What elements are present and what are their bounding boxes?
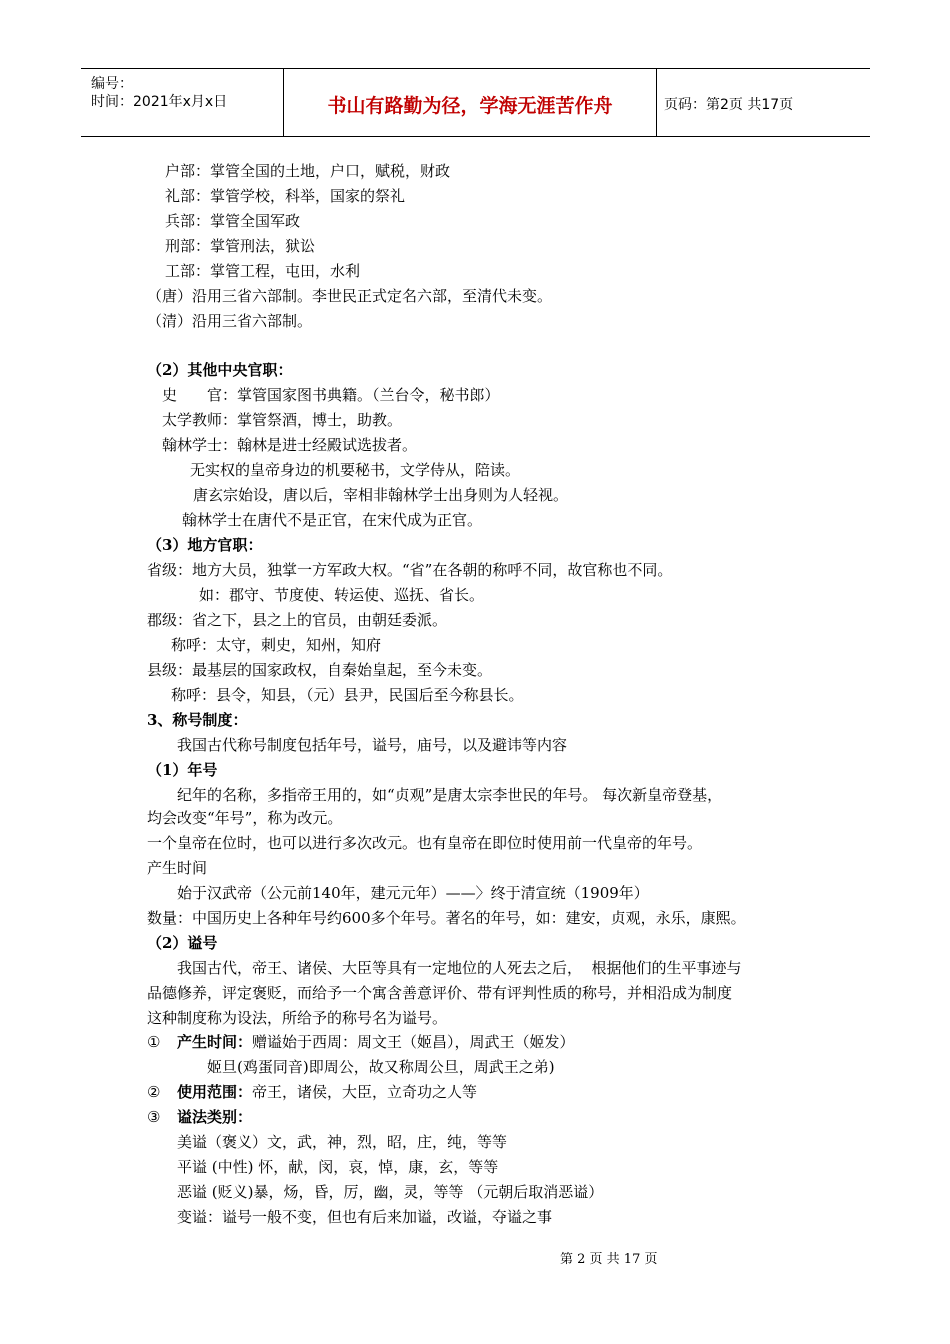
section-heading: （3）地方官职： (147, 536, 263, 554)
section-heading: （1）年号 (147, 761, 218, 779)
page-footer: 第 2 页 共 17 页 (560, 1252, 658, 1267)
text-line: 礼部：掌管学校，科举，国家的祭礼 (165, 187, 406, 205)
list-marker: ① (147, 1033, 161, 1051)
text-line: 刑部：掌管刑法，狱讼 (165, 237, 316, 255)
text-line: 翰林学士在唐代不是正官，在宋代成为正官。 (182, 511, 483, 529)
text-line: （唐）沿用三省六部制。李世民正式定名六部，至清代未变。 (147, 287, 553, 305)
text-line: 我国古代称号制度包括年号，谥号，庙号，以及避讳等内容 (177, 736, 568, 754)
number-label: 编号： (91, 76, 133, 92)
text-line: 无实权的皇帝身边的机要秘书，文学侍从，陪读。 (190, 461, 521, 479)
text-line: 如：郡守、节度使、转运使、巡抚、省长。 (199, 586, 485, 604)
text-line: 史 官：掌管国家图书典籍。（兰台令，秘书郎） (162, 386, 500, 404)
text-line: 产生时间 (147, 859, 208, 877)
text-line: 纪年的名称，多指帝王用的，如“贞观”是唐太宗李世民的年号。 每次新皇帝登基， (177, 786, 723, 804)
section-heading: （2）其他中央官职： (147, 361, 293, 379)
text-line: 姬旦(鸡蛋同音)即周公，故又称周公旦，周武王之弟) (207, 1058, 555, 1076)
list-marker: ② (147, 1083, 161, 1101)
page-header (81, 68, 870, 137)
text-line: 翰林学士：翰林是进士经殿试选拔者。 (162, 436, 418, 454)
text-line: 工部：掌管工程，屯田，水利 (165, 262, 361, 280)
text-line: 变谥：谥号一般不变，但也有后来加谥，改谥，夺谥之事 (177, 1208, 553, 1226)
section-heading: （2）谥号 (147, 934, 218, 952)
text-line: 兵部：掌管全国军政 (165, 212, 301, 230)
item-label: 使用范围： (177, 1083, 253, 1101)
item-label: 谥法类别： (177, 1108, 253, 1126)
section-heading: 3、称号制度： (147, 711, 248, 729)
motto: 书山有路勤为径，学海无涯苦作舟 (327, 95, 613, 117)
page-info: 页码：第2页 共17页 (664, 97, 794, 113)
text-line: 称呼：县令，知县，（元）县尹，民国后至今称县长。 (171, 686, 524, 704)
text-line: 均会改变“年号”，称为改元。 (147, 809, 343, 827)
text-line: 这种制度称为设法，所给予的称号名为谥号。 (147, 1009, 448, 1027)
text-line: 太学教师：掌管祭酒，博士，助教。 (162, 411, 403, 429)
text-line: 我国古代，帝王、诸侯、大臣等具有一定地位的人死去之后， 根据他们的生平事迹与 (177, 959, 742, 977)
text-line: （清）沿用三省六部制。 (147, 312, 313, 330)
text-line: 帝王，诸侯，大臣，立奇功之人等 (252, 1083, 478, 1101)
text-line: 数量：中国历史上各种年号约600多个年号。著名的年号，如：建安，贞观，永乐，康熙。 (147, 909, 746, 927)
header-page-cell (656, 69, 870, 136)
text-line: 省级：地方大员，独掌一方军政大权。“省”在各朝的称呼不同，故官称也不同。 (147, 561, 673, 579)
text-line: 赠谥始于西周：周文王（姬昌），周武王（姬发） (252, 1033, 575, 1051)
text-line: 县级：最基层的国家政权，自秦始皇起，至今未变。 (147, 661, 493, 679)
item-label: 产生时间： (177, 1033, 253, 1051)
text-line: 郡级：省之下，县之上的官员，由朝廷委派。 (147, 611, 448, 629)
header-motto-cell (283, 69, 657, 136)
date-label: 时间：2021年x月x日 (91, 94, 228, 110)
text-line: 户部：掌管全国的土地，户口，赋税，财政 (165, 162, 451, 180)
text-line: 平谥 (中性) 怀，献，闵，哀，悼，康，玄，等等 (177, 1158, 499, 1176)
text-line: 美谥（褒义）文，武，神，烈，昭，庄，纯，等等 (177, 1133, 508, 1151)
text-line: 一个皇帝在位时，也可以进行多次改元。也有皇帝在即位时使用前一代皇帝的年号。 (147, 834, 703, 852)
text-line: 始于汉武帝（公元前140年，建元元年）——〉终于清宣统（1909年） (177, 884, 649, 902)
text-line: 称呼：太守，刺史，知州，知府 (171, 636, 382, 654)
text-line: 品德修养，评定褒贬，而给予一个寓含善意评价、带有评判性质的称号，并相沿成为制度 (147, 984, 733, 1002)
text-line: 恶谥 (贬义)暴，炀，昏，厉，幽，灵，等等 （元朝后取消恶谥） (177, 1183, 604, 1201)
text-line: 唐玄宗始设，唐以后，宰相非翰林学士出身则为人轻视。 (193, 486, 569, 504)
list-marker: ③ (147, 1108, 161, 1126)
header-meta-cell (81, 69, 283, 136)
